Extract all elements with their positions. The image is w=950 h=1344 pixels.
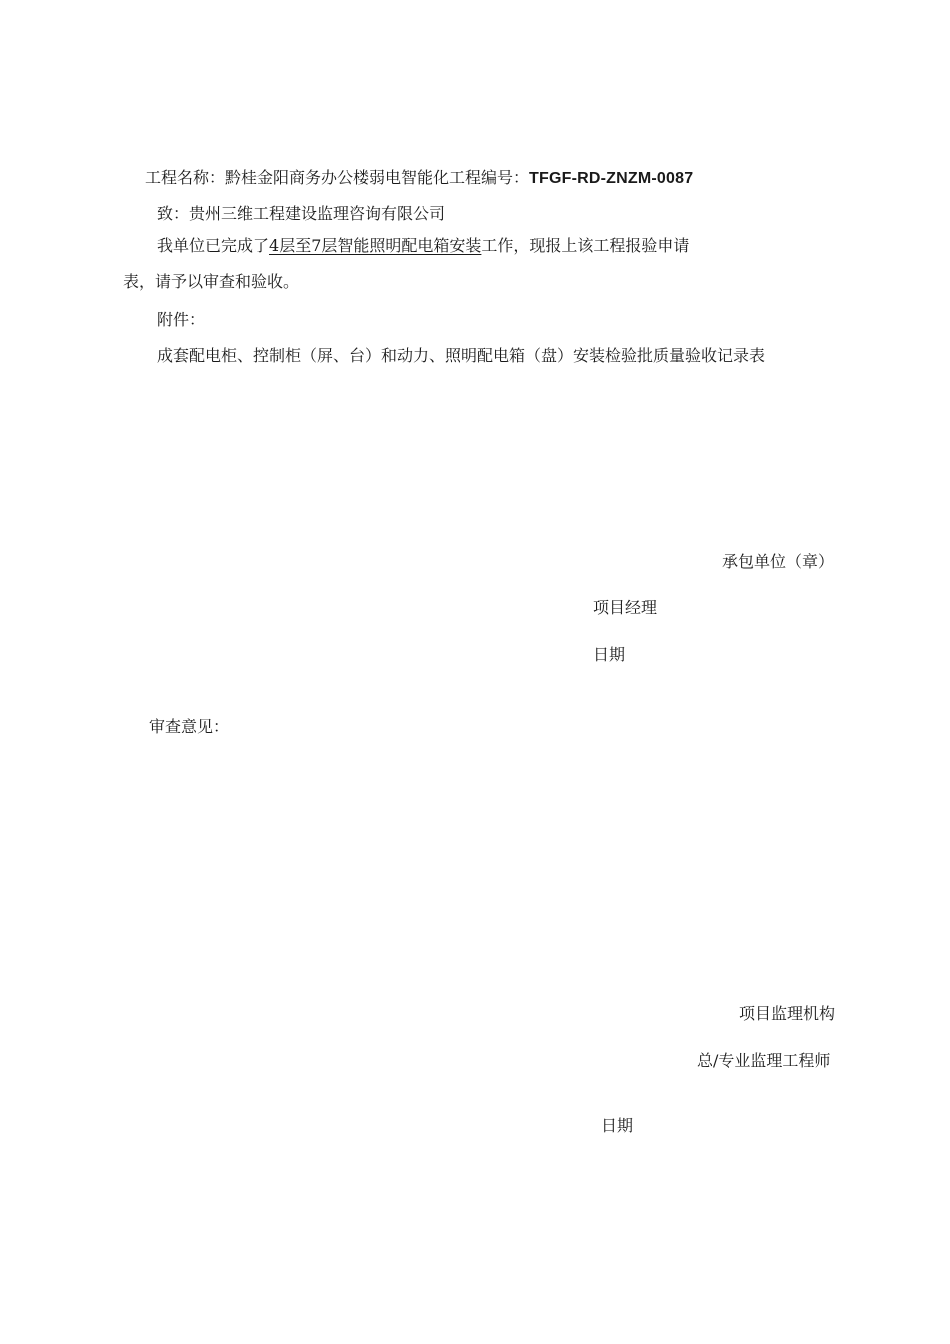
project-manager-label: 项目经理 (593, 598, 658, 617)
supervision-agency: 项目监理机构 (739, 1004, 836, 1023)
attachment-item: 成套配电柜、控制柜（屏、台）和动力、照明配电箱（盘）安装检验批质量验收记录表 (157, 346, 766, 365)
work-item: 4层至7层智能照明配电箱安装 (269, 236, 482, 255)
intro-continuation: 表，请予以审查和验收。 (123, 272, 300, 291)
project-header-line (145, 168, 693, 189)
project-number-label: 编号： (481, 168, 530, 187)
contractor-unit: 承包单位（章） (722, 552, 835, 571)
intro-suffix: 工作，现报上该工程报验申请 (481, 236, 690, 255)
attachments-label: 附件： (157, 310, 206, 329)
project-number: TFGF-RD-ZNZM-0087 (529, 170, 694, 187)
project-name-label: 工程名称： (145, 168, 226, 187)
project-name: 黔桂金阳商务办公楼弱电智能化工程 (225, 168, 482, 187)
review-label: 审查意见： (149, 717, 230, 736)
supervision-date-label: 日期 (601, 1116, 634, 1135)
addressee-line (157, 204, 445, 224)
addressee-name: 贵州三维工程建设监理咨询有限公司 (189, 204, 446, 223)
supervision-engineer: 总/专业监理工程师 (697, 1051, 831, 1070)
intro-line (157, 236, 689, 256)
intro-prefix: 我单位已完成了 (157, 236, 270, 255)
contractor-date-label: 日期 (593, 645, 626, 664)
addressee-label: 致： (157, 204, 190, 223)
